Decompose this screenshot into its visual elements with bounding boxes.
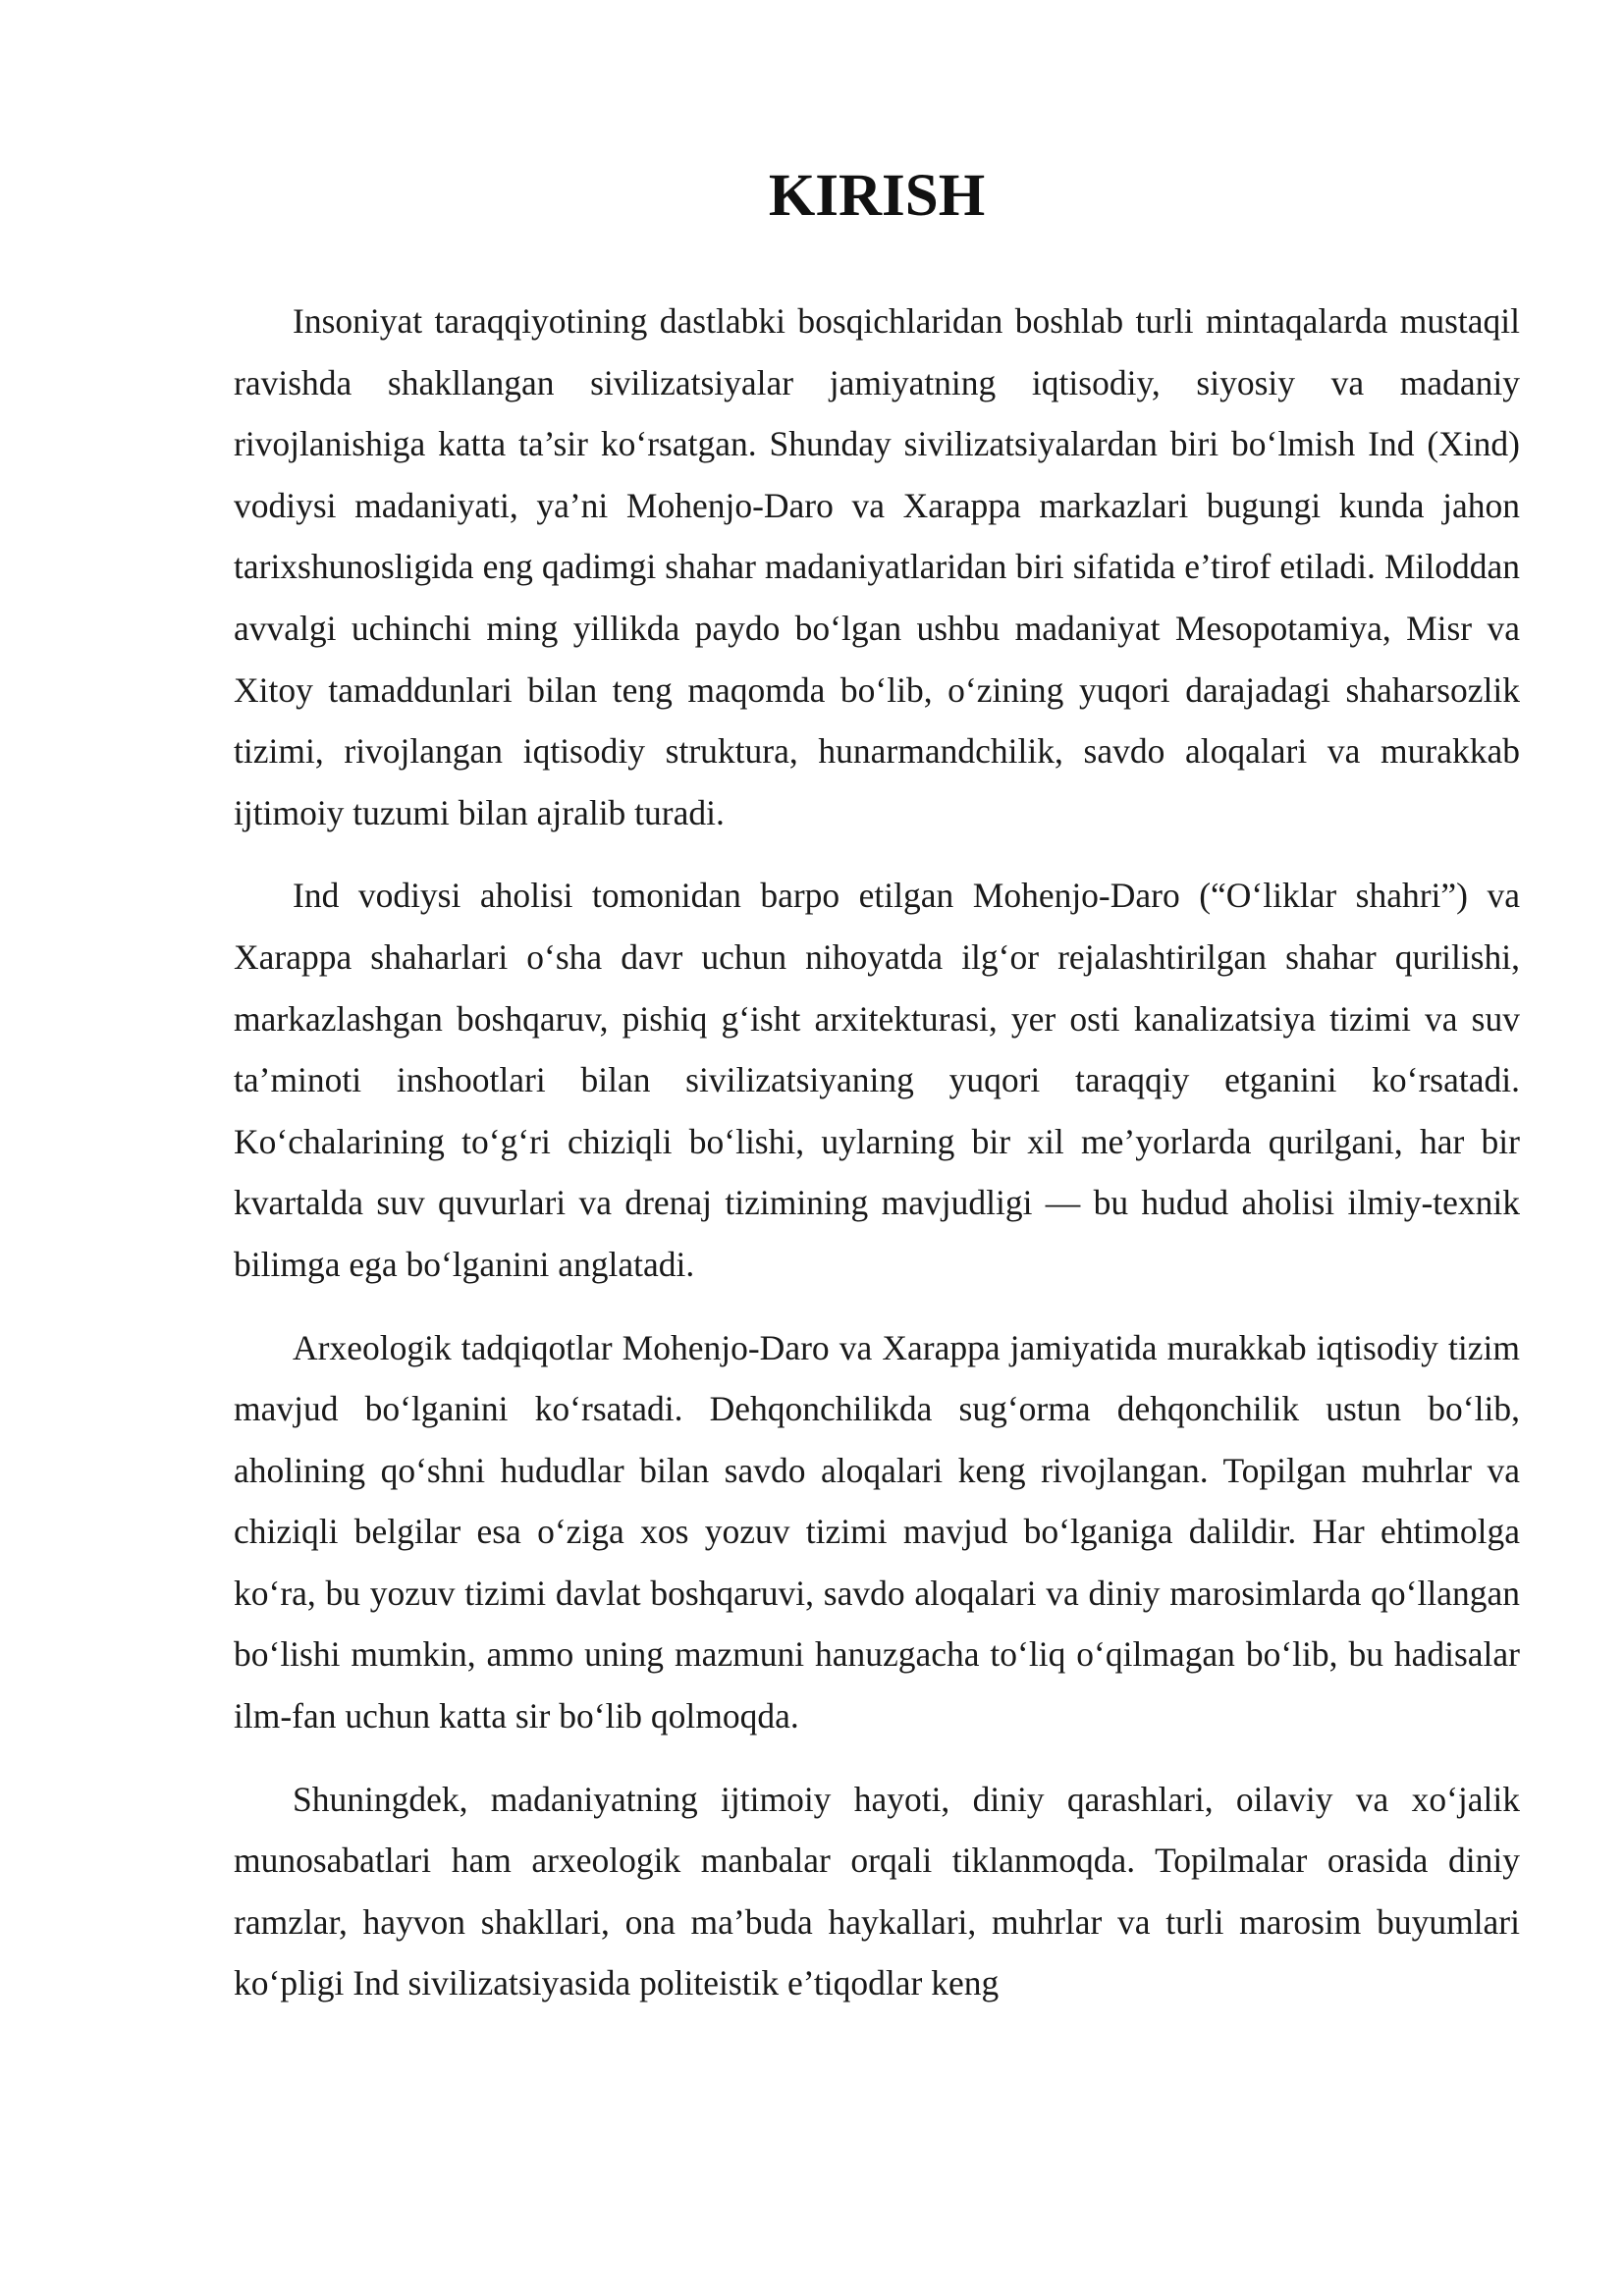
paragraph-4: Shuningdek, madaniyatning ijtimoiy hayoti, diniy qarashlari, oilaviy va xo‘jalik munosabatlari ham arxeologik manbalar orqali tiklanmoqda. Topilmalar orasida diniy ramzlar, hayvon shakllari, ona ma’buda haykallari, muhrlar va turli marosim buyumlari ko‘pligi Ind sivilizatsiyasida politeistik e’tiqodlar keng [234,1779,1520,2003]
paragraph-1: Insoniyat taraqqiyotining dastlabki bosqichlaridan boshlab turli mintaqalarda mustaqil ravishda shakllangan sivilizatsiyalar jamiyatning iqtisodiy, siyosiy va madaniy rivojlanishiga katta ta’sir ko‘rsatgan. Shunday sivilizatsiyalardan biri bo‘lmish Ind (Xind) vodiysi madaniyati, ya’ni Mohenjo-Daro va Xarappa markazlari bugungi kunda jahon tarixshunosligida eng qadimgi shahar madaniyatlaridan biri sifatida e’tirof etiladi. Miloddan avvalgi uchinchi ming yillikda paydo bo‘lgan ushbu madaniyat Mesopotamiya, Misr va Xitoy tamaddunlari bilan teng maqomda bo‘lib, o‘zining yuqori darajadagi shaharsozlik tizimi, rivojlangan iqtisodiy struktura, hunarmandchilik, savdo aloqalari va murakkab ijtimoiy tuzumi bilan ajralib turadi. [234,301,1520,832]
page-title: KIRISH [768,163,986,229]
paragraph-2: Ind vodiysi aholisi tomonidan barpo etilgan Mohenjo-Daro (“O‘liklar shahri”) va Xarappa shaharlari o‘sha davr uchun nihoyatda ilg‘or rejalashtirilgan shahar qurilishi, markazlashgan boshqaruv, pishiq g‘isht arxitekturasi, yer osti kanalizatsiya tizimi va suv ta’minoti inshootlari bilan sivilizatsiyaning yuqori taraqqiy etganini ko‘rsatadi. Ko‘chalarining to‘g‘ri chiziqli bo‘lishi, uylarning bir xil me’yorlarda qurilgani, har bir kvartalda suv quvurlari va drenaj tizimining mavjudligi — bu hudud aholisi ilmiy-texnik bilimga ega bo‘lganini anglatadi. [234,876,1520,1284]
document-body [234,291,1520,2036]
paragraph-3: Arxeologik tadqiqotlar Mohenjo-Daro va Xarappa jamiyatida murakkab iqtisodiy tizim mavjud bo‘lganini ko‘rsatadi. Dehqonchilikda sug‘orma dehqonchilik ustun bo‘lib, aholining qo‘shni hududlar bilan savdo aloqalari keng rivojlangan. Topilgan muhrlar va chiziqli belgilar esa o‘ziga xos yozuv tizimi mavjud bo‘lganiga dalildir. Har ehtimolga ko‘ra, bu yozuv tizimi davlat boshqaruvi, savdo aloqalari va diniy marosimlarda qo‘llangan bo‘lishi mumkin, ammo uning mazmuni hanuzgacha to‘liq o‘qilmagan bo‘lib, bu hadisalar ilm-fan uchun katta sir bo‘lib qolmoqda. [234,1327,1520,1736]
